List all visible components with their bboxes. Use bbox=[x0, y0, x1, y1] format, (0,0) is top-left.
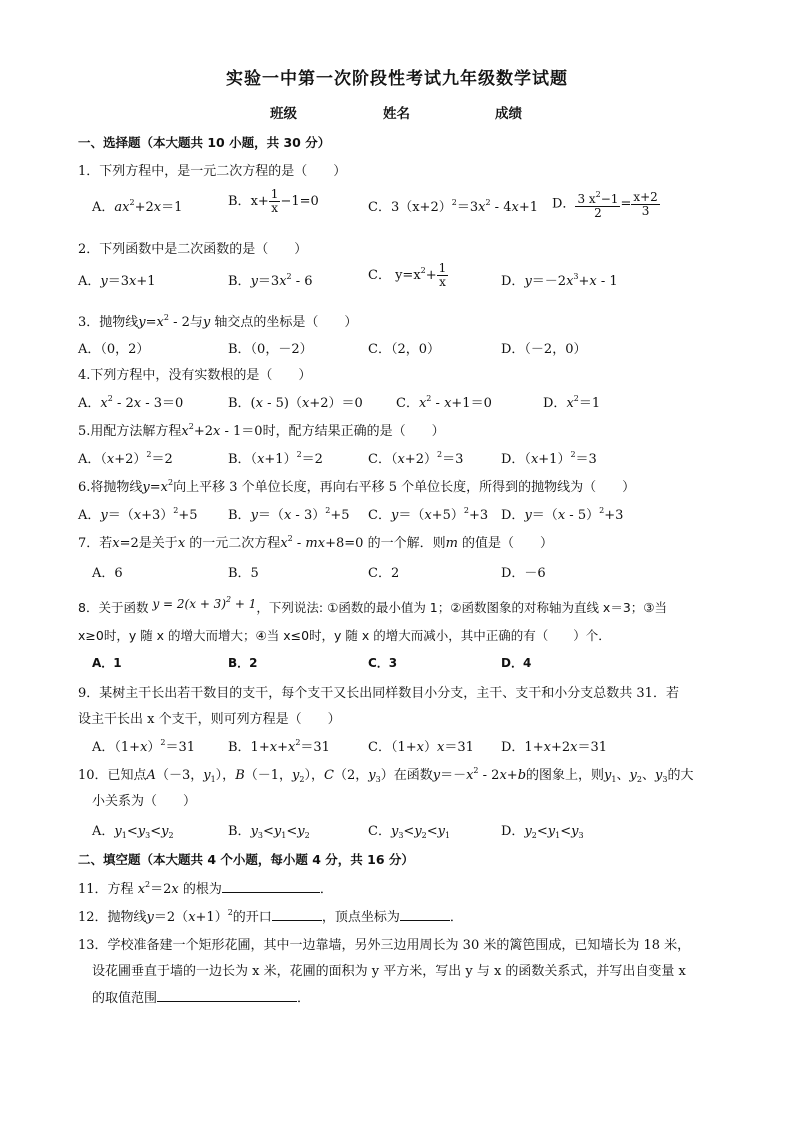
q4-option-b: B．(x - 5)（x+2）＝0 bbox=[228, 396, 363, 411]
q5-option-b: B．$(x+1)^2=2$ bbox=[228, 450, 323, 467]
question-12: 12．抛物线$y=2(x+1)^2$的开口 ，顶点坐标为 ． bbox=[78, 908, 463, 925]
section-fill-heading: 二、填空题（本大题共 4 个小题，每小题 4 分，共 16 分） bbox=[78, 852, 414, 867]
question-8-stem-line-1: 8．关于函数 $y = 2(x + 3)^2 + 1$，下列说法: ①函数的最小值为 1；②函数图象的对称轴为直线 x＝3；③当 bbox=[78, 595, 667, 615]
q9-option-c: C．（1+x）x＝31 bbox=[368, 740, 474, 755]
q7-option-c: C．2 bbox=[368, 566, 400, 581]
q10-option-b: B．$y_3<y_1<y_2$ bbox=[228, 824, 310, 840]
q7-option-b: B．5 bbox=[228, 566, 259, 581]
q10-option-a: A．$y_1<y_3<y_2$ bbox=[92, 824, 174, 840]
question-11: 11．方程 $x^2=2x$ 的根为 ． bbox=[78, 880, 333, 897]
q13-answer-blank[interactable] bbox=[157, 989, 297, 1002]
score-label: 成绩 bbox=[495, 106, 522, 122]
name-label: 姓名 bbox=[383, 106, 410, 122]
q11-answer-blank[interactable] bbox=[222, 880, 320, 893]
question-10-stem-line-1: 10．已知点A（－3，$y_1$），B（－1，$y_2$），C（2，$y_3$）在函数$y=-x^2 - 2x+b$的图象上，则$y_1$、$y_2$、$y_3$的大 bbox=[78, 766, 694, 784]
question-13-line-3: 的取值范围 ． bbox=[92, 991, 311, 1006]
q4-option-c: C．$x^2 - x+1=0$ bbox=[396, 394, 492, 411]
question-5-options bbox=[78, 448, 718, 470]
q4-option-a: A．$x^2 - 2x - 3=0$ bbox=[78, 394, 184, 411]
q2-option-a: A．y＝3x+1 bbox=[78, 274, 156, 289]
q5-option-a: A．$(x+2)^2=2$ bbox=[78, 450, 173, 467]
question-9-stem-line-1: 9．某树主干长出若干数目的支干，每个支干又长出同样数目小分支，主干、支干和小分支总数共 31．若 bbox=[78, 686, 679, 701]
question-7-stem: 7．若x=2是关于x 的一元二次方程$x^2 - mx+8=0$ 的一个解．则m 的值是（ ） bbox=[78, 534, 554, 551]
q7-option-a: A．6 bbox=[92, 566, 123, 581]
q1-option-a: A．$ax^2+2x=1$ bbox=[92, 198, 183, 215]
q6-option-c: C．$y=(x+5)^2+3$ bbox=[368, 506, 489, 523]
q2-option-b: B．$y=3x^2 - 6$ bbox=[228, 272, 313, 289]
exam-title: 实验一中第一次阶段性考试九年级数学试题 bbox=[226, 69, 568, 89]
question-6-options bbox=[78, 504, 718, 526]
question-8-stem-line-2: x≥0时，y 随 x 的增大而增大；④当 x≤0时，y 随 x 的增大而减小，其中正确的有（ ）个． bbox=[78, 628, 611, 643]
q8-option-c: C．3 bbox=[368, 656, 398, 670]
q9-option-b: B．$1+x+x^2=31$ bbox=[228, 738, 330, 755]
q6-option-b: B．y＝（x - 3）$^2$+5 bbox=[228, 506, 350, 523]
q2-option-c: C． $y=x^2+$ $\frac{1}{x}$ bbox=[368, 261, 447, 289]
question-10-options bbox=[92, 820, 732, 842]
q1-option-d: D． $\frac{3 x^2-1}{2}$ = $\frac{x+2}{3}$ bbox=[552, 189, 658, 220]
question-5-stem: 5.用配方法解方程$x^2+2x - 1=0$时，配方结果正确的是（ ） bbox=[78, 422, 445, 439]
q3-option-c: C．（2，0） bbox=[368, 342, 440, 357]
q8-option-b: B．2 bbox=[228, 656, 258, 670]
q6-option-a: A．$y=(x+3)^2+5$ bbox=[78, 506, 198, 523]
question-4-options bbox=[78, 392, 718, 414]
class-label: 班级 bbox=[270, 106, 297, 122]
q6-option-d: D．y＝（x - 5）$^2$+3 bbox=[501, 506, 624, 523]
question-9-options bbox=[92, 736, 732, 758]
question-4-stem: 4.下列方程中，没有实数根的是（ ） bbox=[78, 368, 312, 383]
q1-option-c: C．$3(x+2)^2=3x^2 - 4x+1$ bbox=[368, 198, 538, 215]
q8-option-d: D．4 bbox=[501, 656, 532, 670]
q5-option-c: C．$(x+2)^2=3$ bbox=[368, 450, 464, 467]
q3-option-b: B．（0，－2） bbox=[228, 342, 313, 357]
question-10-stem-line-2: 小关系为（ ） bbox=[92, 794, 197, 809]
question-13-line-2: 设花圃垂直于墙的一边长为 x 米，花圃的面积为 y 平方米，写出 y 与 x 的函数关系式，并写出自变量 x bbox=[92, 964, 686, 979]
question-3-stem: 3．抛物线$y=x^2 - 2$与y 轴交点的坐标是（ ） bbox=[78, 313, 358, 330]
question-1-options bbox=[92, 187, 732, 220]
question-13-line-1: 13．学校准备建一个矩形花圃，其中一边靠墙，另外三边用周长为 30 米的篱笆围成，已知墙长为 18 米， bbox=[78, 938, 691, 953]
q10-option-c: C．$y_3<y_2<y_1$ bbox=[368, 824, 451, 840]
question-1-stem: 1．下列方程中，是一元二次方程的是（ ） bbox=[78, 164, 347, 179]
q1-option-b: B．x+ $\frac{1}{x}$ −1=0 bbox=[228, 187, 319, 215]
question-2-stem: 2．下列函数中是二次函数的是（ ） bbox=[78, 242, 308, 257]
q9-option-d: D．1+x+2x＝31 bbox=[501, 740, 607, 755]
q12-opening-blank[interactable] bbox=[272, 908, 322, 921]
section-choice-heading: 一、选择题（本大题共 10 小题，共 30 分） bbox=[78, 135, 331, 150]
question-8-options bbox=[92, 654, 732, 676]
question-9-stem-line-2: 设主干长出 x 个支干，则可列方程是（ ） bbox=[78, 712, 341, 727]
question-7-options bbox=[92, 562, 732, 584]
q7-option-d: D．－6 bbox=[501, 566, 546, 581]
q3-option-a: A．（0，2） bbox=[78, 342, 150, 357]
q10-option-d: D．$y_2<y_1<y_3$ bbox=[501, 824, 584, 840]
student-info-row bbox=[0, 102, 794, 122]
q12-vertex-blank[interactable] bbox=[400, 908, 450, 921]
q9-option-a: A．$(1+x)^2=31$ bbox=[92, 738, 196, 755]
q3-option-d: D．（－2，0） bbox=[501, 342, 587, 357]
q4-option-d: D．$x^2=1$ bbox=[543, 394, 601, 411]
q2-option-d: D．$y=-2x^3+x - 1$ bbox=[501, 272, 618, 289]
question-3-options bbox=[78, 338, 718, 360]
q8-option-a: A．1 bbox=[92, 656, 122, 670]
q5-option-d: D．$(x+1)^2=3$ bbox=[501, 450, 597, 467]
question-6-stem: 6.将抛物线$y=x^2$向上平移 3 个单位长度，再向右平移 5 个单位长度，所得到的抛物线为（ ） bbox=[78, 478, 636, 495]
question-2-options bbox=[78, 261, 718, 292]
